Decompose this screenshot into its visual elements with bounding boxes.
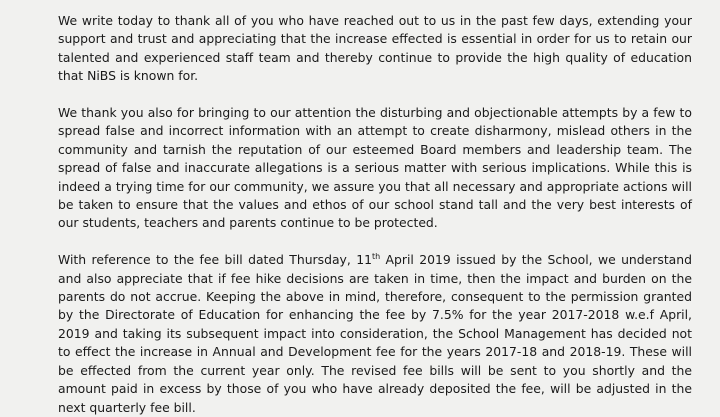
date-ordinal-suffix: th (371, 252, 381, 262)
fee-bill-text-rest: April 2019 issued by the School, we understand and also appreciate that if fee hike decisions are taken in time, then the impact and burden on the parents do not accrue. Keeping the above in mind, therefore, consequent to the permission granted by the Directorate of Education for enhancing the fee by 7.5% for the year 2017-2018 w.e.f April, 2019 and taking its subsequent impact into consideration, the School Management has decided not to effect the increase in Annual and Development fee for the years 2017-18 and 2018-19. These will be effected from the current year only. The revised fee bills will be sent to you shortly and the amount paid in excess by those of you who have already deposited the fee, will be adjusted in the next quarterly fee bill. (58, 252, 692, 415)
paragraph-thanks: We write today to thank all of you who have reached out to us in the past few days, extending your support and trust and appreciating that the increase effected is essential in order for us to retain our talented and experienced staff team and thereby continue to provide the high quality of education that NiBS is known for. (58, 13, 692, 84)
paragraph-fee-bill (58, 251, 692, 417)
fee-bill-text-start: With reference to the fee bill dated Thursday, 11 (58, 252, 372, 268)
paragraph-misinformation: We thank you also for bringing to our attention the disturbing and objectionable attempts by a few to spread false and incorrect information with an attempt to create disharmony, mislead others in the community and tarnish the reputation of our esteemed Board members and leadership team. The spread of false and inaccurate allegations is a serious matter with serious implications. While this is indeed a trying time for our community, we assure you that all necessary and appropriate actions will be taken to ensure that the values and ethos of our school stand tall and the very best interests of our students, teachers and parents continue to be protected. (58, 105, 692, 231)
